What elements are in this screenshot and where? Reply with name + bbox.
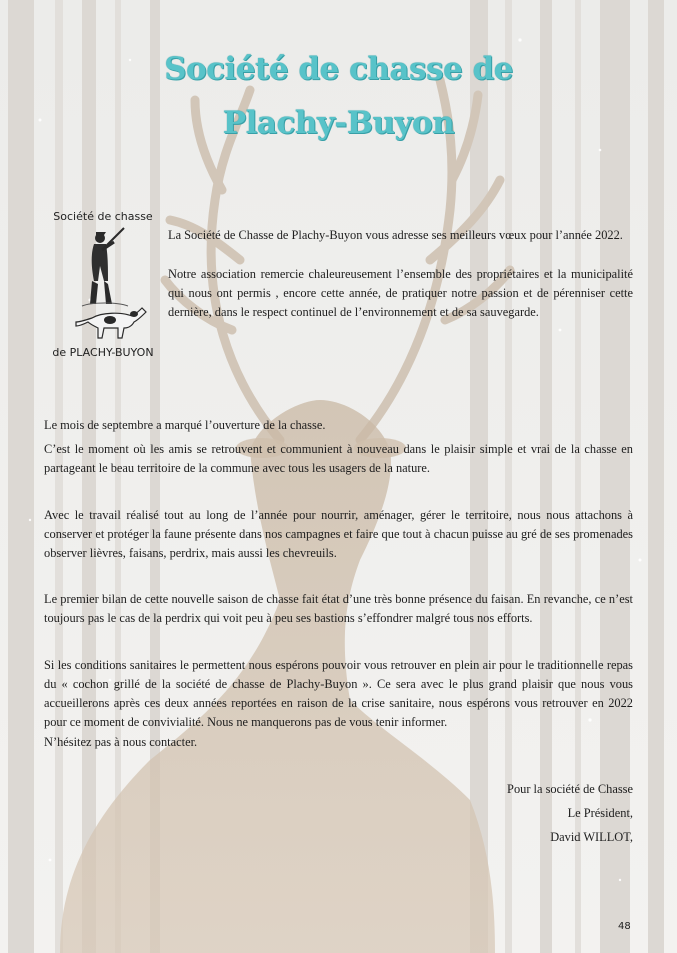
body-paragraph-contact: N’hésitez pas à nous contacter. (44, 735, 198, 749)
page-number: 48 (618, 921, 631, 932)
signature-line2: Le Président, (567, 806, 633, 820)
signature-line1: Pour la société de Chasse (507, 782, 633, 796)
page-title-line1: Société de chasse de (164, 51, 513, 87)
body-paragraph-work: Avec le travail réalisé tout au long de l’année pour nourrir, aménager, gérer le territoire, nous nous attachons à conserver et protéger la faune présente dans nos campagnes et faire que tout à chacun puisse au gré de ses promenades observer lièvres, faisans, perdrix, mais aussi les chevreuils. (44, 508, 633, 560)
logo-bottom-text: de PLACHY-BUYON (52, 346, 154, 359)
body-paragraph-friends: C’est le moment où les amis se retrouvent et communient à nouveau dans le plaisir simple et vrai de la chasse en partageant le beau territoire de la commune avec tous les usagers de la nature. (44, 442, 633, 475)
body-paragraph-assessment: Le premier bilan de cette nouvelle saison de chasse fait état d’une très bonne présence du faisan. En revanche, ce n’est toujours pas le cas de la perdrix qui voit peu à peu ses bastions s’effondrer malgré tous nos efforts. (44, 592, 633, 625)
body-paragraph-opening: Le mois de septembre a marqué l’ouverture de la chasse. (44, 418, 326, 432)
page-title-line2: Plachy-Buyon (222, 105, 455, 141)
signature-line3: David WILLOT, (550, 830, 633, 844)
hunter-dog-icon (62, 226, 148, 344)
intro-paragraph-wishes: La Société de Chasse de Plachy-Buyon vous adresse ses meilleurs vœux pour l’année 2022. (168, 228, 623, 242)
intro-paragraph-thanks: Notre association remercie chaleureusement l’ensemble des propriétaires et la municipalité qui nous ont permis , encore cette année, de pratiquer notre passion et de pérenniser cette dernière, dans le respect continuel de l’environnement et de sa sauvegarde. (168, 267, 633, 319)
logo-top-text: Société de chasse (53, 210, 153, 223)
body-paragraph-meal: Si les conditions sanitaires le permettent nous espérons pouvoir vous retrouver en plein air pour le traditionnelle repas du « cochon grillé de la société de chasse de Plachy-Buyon ». Ce sera avec le plus grand plaisir que nous vous accueillerons après ces deux années reportées en raison de la crise sanitaire, nous espérons vous retrouver en 2022 pour ce moment de convivialité. Nous ne manquerons pas de vous tenir informer. (44, 658, 633, 729)
club-logo (40, 206, 166, 366)
